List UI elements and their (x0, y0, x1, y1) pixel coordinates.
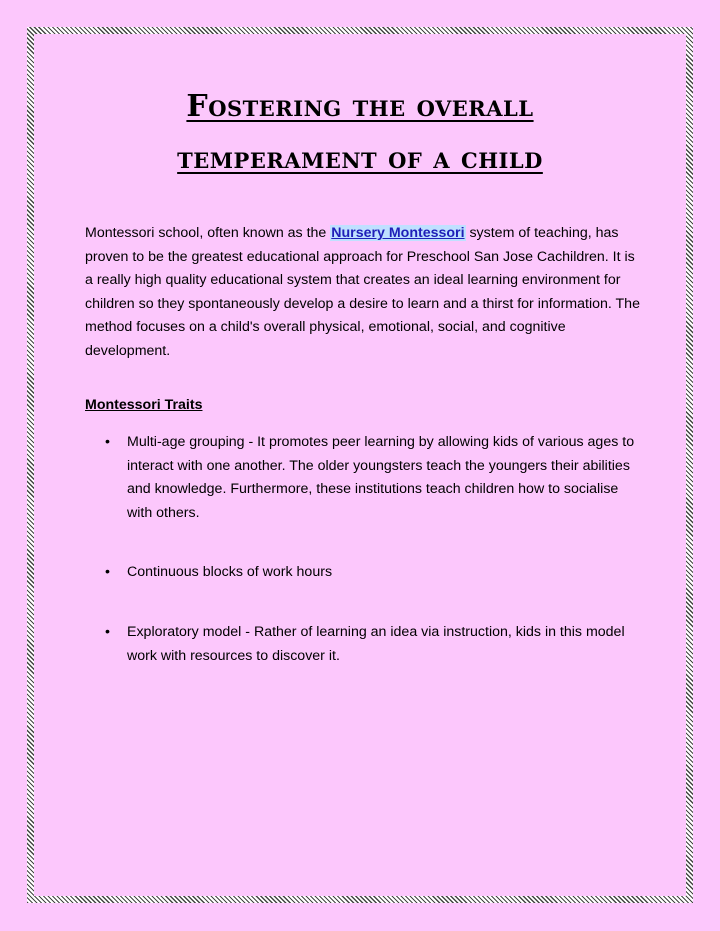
intro-paragraph (85, 222, 645, 363)
list-item-text: Exploratory model - Rather of learning an idea via instruction, kids in this model work with resources to discover it. (127, 624, 625, 664)
list-item-text: Multi-age grouping - It promotes peer learning by allowing kids of various ages to interact with one another. The older youngsters teach the youngers their abilities and knowledge. Furthermore, these institutions teach children how to socialise with others. (127, 434, 635, 521)
title-text-1: Fostering the overall (186, 89, 534, 124)
section-heading-traits: Montessori Traits (85, 397, 203, 413)
list-item (105, 561, 635, 585)
list-item (105, 431, 635, 525)
list-item (105, 621, 635, 668)
title-text-2: temperament of a child (177, 141, 543, 176)
page-title-line-1 (0, 89, 720, 124)
page-title-line-2 (0, 141, 720, 176)
intro-text-rest: system of teaching, has proven to be the greatest educational approach for Preschool San Jose Cachildren. It is a really high quality educational system that creates an ideal learning environment for children so they spontaneously develop a desire to learn and a thirst for information. The method focuses on a child's overall physical, emotional, social, and cognitive development. (85, 225, 640, 359)
bullet-icon: • (105, 564, 110, 580)
intro-text-start: Montessori school, often known as the (85, 225, 331, 241)
list-item-text: Continuous blocks of work hours (127, 564, 333, 580)
nursery-montessori-link[interactable]: Nursery Montessori (331, 225, 465, 241)
bullet-icon: • (105, 434, 110, 450)
bullet-icon: • (105, 624, 110, 640)
